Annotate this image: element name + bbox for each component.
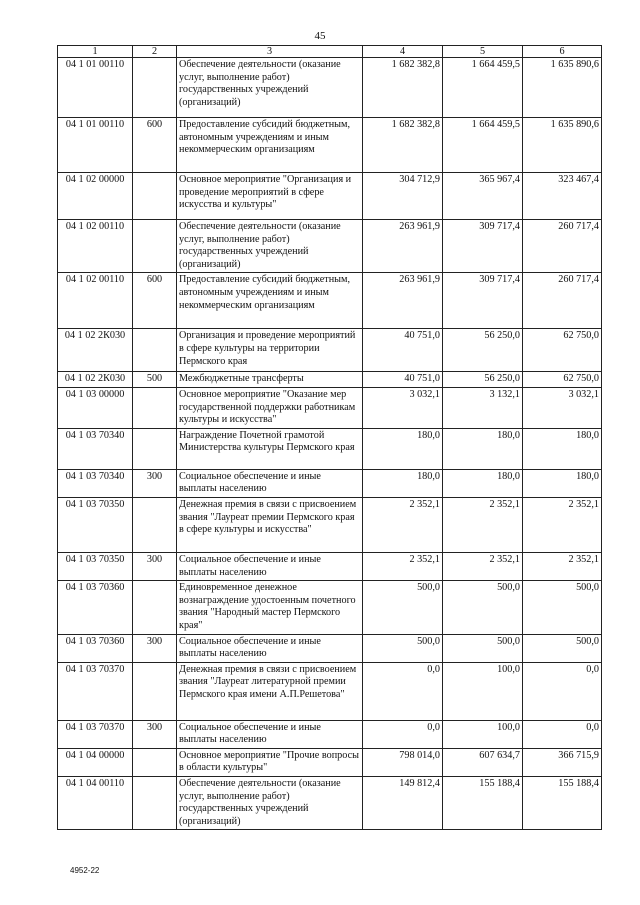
table-row — [58, 748, 602, 776]
cell-amount-col6: 500,0 — [523, 634, 602, 662]
cell-code: 04 1 03 70340 — [58, 428, 133, 469]
cell-code: 04 1 04 00000 — [58, 748, 133, 776]
cell-name: Основное мероприятие "Организация и проведение мероприятий в сфере искусства и культуры" — [177, 173, 363, 220]
cell-amount-col4: 263 961,9 — [363, 220, 443, 273]
table-row — [58, 428, 602, 469]
cell-expense-type: 300 — [133, 469, 177, 497]
cell-amount-col5: 1 664 459,5 — [443, 58, 523, 118]
table-row — [58, 329, 602, 372]
cell-code: 04 1 03 70360 — [58, 634, 133, 662]
cell-expense-type — [133, 387, 177, 428]
cell-amount-col6: 366 715,9 — [523, 748, 602, 776]
cell-expense-type: 300 — [133, 552, 177, 580]
cell-amount-col4: 2 352,1 — [363, 497, 443, 552]
column-header-5: 5 — [443, 46, 523, 58]
cell-amount-col5: 2 352,1 — [443, 497, 523, 552]
cell-amount-col5: 100,0 — [443, 662, 523, 720]
column-header-2: 2 — [133, 46, 177, 58]
cell-code: 04 1 03 00000 — [58, 387, 133, 428]
page-number: 45 — [314, 30, 326, 42]
table-row — [58, 387, 602, 428]
cell-amount-col5: 2 352,1 — [443, 552, 523, 580]
cell-amount-col6: 0,0 — [523, 662, 602, 720]
cell-amount-col4: 500,0 — [363, 581, 443, 634]
cell-expense-type — [133, 777, 177, 830]
cell-code: 04 1 02 2К030 — [58, 372, 133, 388]
cell-amount-col5: 309 717,4 — [443, 220, 523, 273]
cell-amount-col5: 155 188,4 — [443, 777, 523, 830]
cell-code: 04 1 02 00110 — [58, 220, 133, 273]
cell-name: Основное мероприятие "Прочие вопросы в области культуры" — [177, 748, 363, 776]
cell-name: Социальное обеспечение и иные выплаты населению — [177, 469, 363, 497]
cell-amount-col4: 1 682 382,8 — [363, 58, 443, 118]
column-header-3: 3 — [177, 46, 363, 58]
cell-amount-col5: 56 250,0 — [443, 329, 523, 372]
table-row — [58, 581, 602, 634]
cell-code: 04 1 03 70360 — [58, 581, 133, 634]
cell-name: Социальное обеспечение и иные выплаты населению — [177, 634, 363, 662]
cell-code: 04 1 03 70350 — [58, 497, 133, 552]
table-row — [58, 777, 602, 830]
cell-amount-col4: 0,0 — [363, 662, 443, 720]
cell-code: 04 1 02 00000 — [58, 173, 133, 220]
cell-expense-type — [133, 329, 177, 372]
table-body — [58, 58, 602, 830]
cell-code: 04 1 04 00110 — [58, 777, 133, 830]
cell-expense-type: 600 — [133, 118, 177, 173]
cell-amount-col5: 56 250,0 — [443, 372, 523, 388]
table-row — [58, 220, 602, 273]
cell-amount-col6: 323 467,4 — [523, 173, 602, 220]
cell-expense-type: 600 — [133, 273, 177, 329]
table-row — [58, 634, 602, 662]
cell-code: 04 1 03 70370 — [58, 720, 133, 748]
cell-amount-col5: 607 634,7 — [443, 748, 523, 776]
cell-expense-type — [133, 220, 177, 273]
cell-amount-col4: 1 682 382,8 — [363, 118, 443, 173]
table-row — [58, 273, 602, 329]
column-header-4: 4 — [363, 46, 443, 58]
cell-expense-type: 300 — [133, 720, 177, 748]
cell-name: Денежная премия в связи с присвоением звания "Лауреат литературной премии Пермского края имени А.П.Решетова" — [177, 662, 363, 720]
cell-name: Обеспечение деятельности (оказание услуг, выполнение работ) государственных учреждений (организаций) — [177, 58, 363, 118]
cell-expense-type — [133, 497, 177, 552]
cell-amount-col5: 180,0 — [443, 428, 523, 469]
document-code: 4952-22 — [70, 866, 100, 875]
cell-code: 04 1 02 2К030 — [58, 329, 133, 372]
table-row — [58, 58, 602, 118]
cell-name: Социальное обеспечение и иные выплаты населению — [177, 552, 363, 580]
cell-expense-type — [133, 428, 177, 469]
cell-code: 04 1 03 70350 — [58, 552, 133, 580]
cell-code: 04 1 02 00110 — [58, 273, 133, 329]
cell-name: Обеспечение деятельности (оказание услуг, выполнение работ) государственных учреждений (организаций) — [177, 220, 363, 273]
column-header-1: 1 — [58, 46, 133, 58]
budget-table — [57, 45, 602, 830]
cell-amount-col6: 62 750,0 — [523, 329, 602, 372]
cell-expense-type — [133, 173, 177, 220]
cell-name: Основное мероприятие "Оказание мер государственной поддержки работникам культуры и искусства" — [177, 387, 363, 428]
column-header-6: 6 — [523, 46, 602, 58]
table-row — [58, 469, 602, 497]
cell-expense-type — [133, 581, 177, 634]
table-row — [58, 720, 602, 748]
table-row — [58, 497, 602, 552]
cell-amount-col6: 180,0 — [523, 428, 602, 469]
cell-expense-type — [133, 662, 177, 720]
cell-amount-col4: 3 032,1 — [363, 387, 443, 428]
cell-amount-col5: 100,0 — [443, 720, 523, 748]
cell-amount-col5: 365 967,4 — [443, 173, 523, 220]
cell-amount-col6: 2 352,1 — [523, 552, 602, 580]
cell-amount-col4: 149 812,4 — [363, 777, 443, 830]
cell-name: Обеспечение деятельности (оказание услуг, выполнение работ) государственных учреждений (организаций) — [177, 777, 363, 830]
cell-amount-col6: 2 352,1 — [523, 497, 602, 552]
table-row — [58, 662, 602, 720]
cell-amount-col6: 500,0 — [523, 581, 602, 634]
cell-name: Награждение Почетной грамотой Министерства культуры Пермского края — [177, 428, 363, 469]
cell-name: Социальное обеспечение и иные выплаты населению — [177, 720, 363, 748]
cell-amount-col4: 40 751,0 — [363, 329, 443, 372]
table-row — [58, 552, 602, 580]
cell-name: Предоставление субсидий бюджетным, автономным учреждениям и иным некоммерческим организациям — [177, 273, 363, 329]
cell-code: 04 1 03 70340 — [58, 469, 133, 497]
cell-amount-col6: 260 717,4 — [523, 220, 602, 273]
cell-amount-col4: 180,0 — [363, 428, 443, 469]
cell-amount-col6: 62 750,0 — [523, 372, 602, 388]
cell-name: Денежная премия в связи с присвоением звания "Лауреат премии Пермского края в сфере культуры и искусства" — [177, 497, 363, 552]
cell-amount-col4: 40 751,0 — [363, 372, 443, 388]
cell-amount-col5: 500,0 — [443, 634, 523, 662]
cell-amount-col4: 798 014,0 — [363, 748, 443, 776]
cell-name: Организация и проведение мероприятий в сфере культуры на территории Пермского края — [177, 329, 363, 372]
cell-amount-col4: 263 961,9 — [363, 273, 443, 329]
cell-amount-col6: 0,0 — [523, 720, 602, 748]
cell-expense-type: 300 — [133, 634, 177, 662]
cell-code: 04 1 03 70370 — [58, 662, 133, 720]
cell-expense-type — [133, 748, 177, 776]
cell-expense-type — [133, 58, 177, 118]
cell-amount-col4: 304 712,9 — [363, 173, 443, 220]
cell-amount-col6: 1 635 890,6 — [523, 58, 602, 118]
header-row — [58, 46, 602, 58]
cell-amount-col6: 3 032,1 — [523, 387, 602, 428]
cell-code: 04 1 01 00110 — [58, 58, 133, 118]
cell-amount-col6: 260 717,4 — [523, 273, 602, 329]
cell-amount-col5: 180,0 — [443, 469, 523, 497]
cell-code: 04 1 01 00110 — [58, 118, 133, 173]
cell-amount-col4: 500,0 — [363, 634, 443, 662]
cell-amount-col5: 500,0 — [443, 581, 523, 634]
cell-amount-col5: 1 664 459,5 — [443, 118, 523, 173]
cell-amount-col6: 180,0 — [523, 469, 602, 497]
table-row — [58, 118, 602, 173]
cell-amount-col4: 180,0 — [363, 469, 443, 497]
cell-amount-col4: 0,0 — [363, 720, 443, 748]
table-row — [58, 372, 602, 388]
cell-amount-col5: 309 717,4 — [443, 273, 523, 329]
cell-amount-col6: 155 188,4 — [523, 777, 602, 830]
cell-amount-col4: 2 352,1 — [363, 552, 443, 580]
cell-name: Предоставление субсидий бюджетным, автономным учреждениям и иным некоммерческим организациям — [177, 118, 363, 173]
cell-name: Единовременное денежное вознаграждение удостоенным почетного звания "Народный мастер Пермского края" — [177, 581, 363, 634]
cell-expense-type: 500 — [133, 372, 177, 388]
cell-name: Межбюджетные трансферты — [177, 372, 363, 388]
cell-amount-col6: 1 635 890,6 — [523, 118, 602, 173]
table-row — [58, 173, 602, 220]
cell-amount-col5: 3 132,1 — [443, 387, 523, 428]
